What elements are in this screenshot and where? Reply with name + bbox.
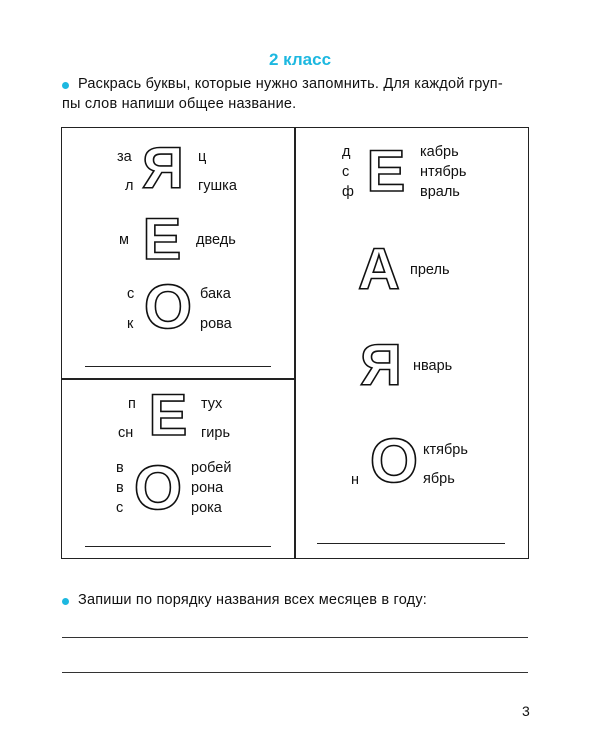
page-number: 3 [522, 703, 530, 719]
task1-line1: Раскрась буквы, которые нужно запомнить. Для каждой груп- [78, 76, 503, 92]
big-letter-ya: Я [360, 333, 402, 398]
word-start: д [342, 144, 351, 160]
word-start: с [127, 286, 135, 302]
word-end: рона [191, 480, 224, 496]
big-letter-a: А [358, 237, 400, 302]
word-start: в [116, 460, 124, 476]
word-end: робей [191, 460, 232, 476]
word-end: бака [200, 286, 231, 302]
big-letter-o: О [133, 454, 183, 523]
answer-line[interactable] [317, 543, 505, 544]
bullet-marker [62, 82, 69, 89]
task1-line2: пы слов напиши общее название. [62, 96, 297, 112]
page-title: 2 класс [268, 50, 332, 69]
word-end: дведь [196, 232, 236, 248]
word-start: с [342, 164, 350, 180]
word-end: гирь [201, 425, 231, 441]
frame-divider-vertical [294, 127, 296, 558]
writing-line[interactable] [62, 637, 528, 638]
frame-divider-horizontal [61, 378, 295, 380]
big-letter-o: О [143, 273, 193, 342]
big-letter-e: Е [142, 207, 182, 272]
word-end: ябрь [423, 471, 455, 487]
word-end: рока [191, 500, 222, 516]
word-end: рова [200, 316, 232, 332]
word-start: л [125, 178, 134, 194]
word-end: нтябрь [420, 164, 467, 180]
word-start: ф [342, 184, 354, 200]
word-start: в [116, 480, 124, 496]
big-letter-e: Е [148, 383, 188, 448]
word-start: с [116, 500, 124, 516]
answer-line[interactable] [85, 546, 271, 547]
big-letter-ya: Я [142, 136, 184, 201]
word-end: гушка [198, 178, 237, 194]
word-start: к [127, 316, 134, 332]
word-start: за [117, 149, 132, 165]
word-start: сн [118, 425, 134, 441]
writing-line[interactable] [62, 672, 528, 673]
big-letter-e: Е [366, 139, 406, 204]
word-end: кабрь [420, 144, 459, 160]
word-end: враль [420, 184, 460, 200]
word-end: ктябрь [423, 442, 468, 458]
word-end: прель [410, 262, 450, 278]
bullet-marker [62, 598, 69, 605]
big-letter-o: О [369, 427, 419, 496]
word-start: м [119, 232, 129, 248]
task2-text: Запиши по порядку названия всех месяцев в году: [78, 592, 428, 608]
word-end: нварь [413, 358, 453, 374]
word-end: тух [201, 396, 223, 412]
answer-line[interactable] [85, 366, 271, 367]
word-start: н [351, 472, 360, 488]
word-start: п [128, 396, 136, 412]
word-end: ц [198, 149, 207, 165]
